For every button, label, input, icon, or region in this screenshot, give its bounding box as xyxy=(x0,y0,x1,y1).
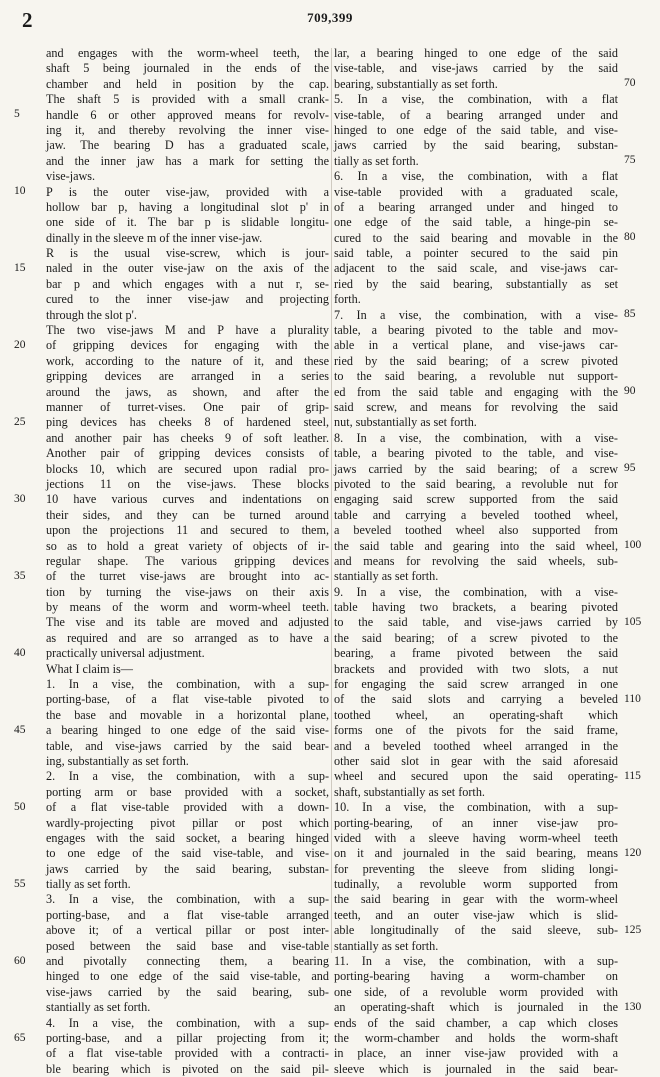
text-line: 5. In a vise, the combination, with a flat xyxy=(334,92,618,107)
text-line: lar, a bearing hinged to one edge of the said xyxy=(334,46,618,60)
text-line: nut, substantially as set forth. xyxy=(334,415,477,430)
text-line: and means for revolving the said wheels, sub- xyxy=(334,553,618,568)
text-line: jaw. The bearing D has a graduated scale, xyxy=(46,138,329,153)
text-line: the said bearing; of a screw pivoted to the xyxy=(334,630,618,645)
text-line: through the slot p'. xyxy=(46,307,137,322)
text-line: a bearing hinged to one edge of the said vise- xyxy=(46,723,329,738)
text-line: engages with the said socket, a bearing hinged xyxy=(46,830,329,845)
text-line: to one edge of the said vise-table, and vise- xyxy=(46,846,329,861)
text-line: vise-jaws. xyxy=(46,169,96,184)
text-line: hinged to one edge of the said table, and vise- xyxy=(334,122,618,137)
line-number: 35 xyxy=(14,569,26,582)
text-line: and another pair has cheeks 9 of soft leather. xyxy=(46,430,329,445)
line-number: 10 xyxy=(14,184,26,197)
text-line: porting arm or base provided with a socket, xyxy=(46,784,329,799)
text-line: 4. In a vise, the combination, with a sup- xyxy=(46,1015,329,1030)
text-line: jaws carried by the said bearing; of a screw xyxy=(334,461,618,476)
text-line: 3. In a vise, the combination, with a sup- xyxy=(46,892,329,907)
text-line: jections 11 on the vise-jaws. These blocks xyxy=(46,476,329,491)
text-line: cured to the inner vise-jaw and projecting xyxy=(46,292,329,307)
text-line: jaws carried by the said bearing, substan- xyxy=(334,138,618,153)
text-line: porting-base, and a pillar projecting from it; xyxy=(46,1031,329,1045)
text-line: ping devices has cheeks 8 of hardened steel, xyxy=(46,415,329,430)
line-number: 5 xyxy=(14,107,20,120)
text-line: practically universal adjustment. xyxy=(46,646,205,661)
text-line: to the said table, and vise-jaws carried by xyxy=(334,615,618,630)
text-line: and a beveled toothed wheel arranged in the xyxy=(334,738,618,753)
text-line: vise-table provided with a graduated scale, xyxy=(334,184,618,199)
line-number: 110 xyxy=(624,692,641,705)
text-line: What I claim is— xyxy=(46,661,133,676)
text-line: wardly-projecting pivot pillar or post which xyxy=(46,815,329,830)
text-line: the said table and gearing into the said wheel, xyxy=(334,538,618,553)
text-line: porting-base, and a flat vise-table arranged xyxy=(46,907,329,922)
text-line: P is the outer vise-jaw, provided with a xyxy=(46,184,329,199)
text-line: stantially as set forth. xyxy=(334,569,439,584)
line-number: 25 xyxy=(14,415,26,428)
text-line: cured to the said bearing and movable in the xyxy=(334,230,618,245)
text-line: 1. In a vise, the combination, with a sup- xyxy=(46,677,329,692)
text-line: hinged to one edge of the said vise-table, and xyxy=(46,969,329,984)
text-line: stantially as set forth. xyxy=(334,938,439,953)
text-line: vided with a sleeve having worm-wheel teeth xyxy=(334,830,618,845)
text-line: for preventing the sleeve from sliding longi- xyxy=(334,861,618,876)
text-line: The shaft 5 is provided with a small crank- xyxy=(46,92,329,107)
text-line: tion by turning the vise-jaws on their axis xyxy=(46,584,329,599)
text-line: stantially as set forth. xyxy=(46,1000,151,1015)
text-line: ried by the said bearing, substantially as set xyxy=(334,276,618,291)
text-line: R is the usual vise-screw, which is jour- xyxy=(46,246,329,261)
text-line: upon the projections 11 and secured to them, xyxy=(46,523,329,538)
text-line: gripping devices are arranged in a series xyxy=(46,369,329,384)
page-number: 2 xyxy=(22,8,33,32)
text-line: Another pair of gripping devices consists of xyxy=(46,446,329,461)
line-number: 30 xyxy=(14,492,26,505)
line-number: 80 xyxy=(624,230,636,243)
text-line: ried by the said bearing; of a screw pivoted xyxy=(334,353,618,368)
line-number: 55 xyxy=(14,877,26,890)
text-line: as required and are so arranged as to have a xyxy=(46,630,329,645)
text-line: tially as set forth. xyxy=(46,877,131,892)
text-line: teeth, and an outer vise-jaw which is slid- xyxy=(334,907,618,922)
text-line: of a bearing arranged under and hinged to xyxy=(334,199,618,214)
text-line: regular shape. The various gripping devices xyxy=(46,553,329,568)
line-number: 15 xyxy=(14,261,26,274)
text-line: said screw, and means for revolving the said xyxy=(334,399,618,414)
line-number: 75 xyxy=(624,153,636,166)
text-line: ing, substantially as set forth. xyxy=(46,753,189,768)
text-line: manner of turret-vises. One pair of grip- xyxy=(46,399,329,414)
text-line: shaft, substantially as set forth. xyxy=(334,784,485,799)
text-line: 6. In a vise, the combination, with a flat xyxy=(334,169,618,184)
text-line: blocks 10, which are secured upon radial pro- xyxy=(46,461,329,476)
text-line: shaft 5 being journaled in the ends of the xyxy=(46,61,329,76)
text-line: porting-bearing having a worm-chamber on xyxy=(334,969,618,984)
line-number: 60 xyxy=(14,954,26,967)
text-line: one side, of a revoluble worm provided with xyxy=(334,984,618,999)
line-number: 20 xyxy=(14,338,26,351)
patent-number: 709,399 xyxy=(307,10,353,25)
left-text-column xyxy=(46,46,329,1077)
text-line: bearing, substantially as set forth. xyxy=(334,76,498,91)
text-line: a beveled toothed wheel also supported from xyxy=(334,523,618,538)
text-line: tially as set forth. xyxy=(334,153,419,168)
text-line: toothed wheel, an operating-shaft which xyxy=(334,707,618,722)
text-line: engaging said screw supported from the said xyxy=(334,492,618,507)
text-line: above it; of a vertical pillar or post inter- xyxy=(46,923,329,938)
text-line: for engaging the said screw arranged in one xyxy=(334,677,618,692)
line-number: 90 xyxy=(624,384,636,397)
line-number: 95 xyxy=(624,461,636,474)
line-number: 130 xyxy=(624,1000,642,1013)
text-line: 8. In a vise, the combination, with a vise- xyxy=(334,430,618,445)
line-number: 100 xyxy=(624,538,642,551)
text-line: table having two brackets, a bearing pivoted xyxy=(334,600,618,615)
text-line: sleeve which is journaled in the said bear- xyxy=(334,1061,618,1076)
text-line: one edge of the said table, a hinge-pin se- xyxy=(334,215,618,230)
text-line: wheel and secured upon the said operating- xyxy=(334,769,618,784)
text-line: vise-table, and vise-jaws carried by the said xyxy=(334,61,618,76)
text-line: table, a bearing pivoted to the table and mov- xyxy=(334,323,618,338)
text-line: work, according to the nature of it, and these xyxy=(46,353,329,368)
text-line: 10 have various curves and indentations on xyxy=(46,492,329,507)
text-line: ing it, and thereby revolving the inner vise- xyxy=(46,122,329,137)
text-line: jaws carried by the said bearing, substan- xyxy=(46,861,329,876)
text-line: ed from the said table and engaging with the xyxy=(334,384,618,399)
text-line: and pivotally connecting them, a bearing xyxy=(46,954,329,969)
right-text-column xyxy=(334,46,618,1077)
text-line: ends of the said chamber, a cap which closes xyxy=(334,1015,618,1030)
text-line: their sides, and they can be turned around xyxy=(46,507,329,522)
text-line: of a flat vise-table provided with a down- xyxy=(46,800,329,815)
text-line: bearing, a frame pivoted between the said xyxy=(334,646,618,661)
text-line: of the turret vise-jaws are brought into ac- xyxy=(46,569,329,584)
text-line: the base and movable in a horizontal plane, xyxy=(46,707,329,722)
text-line: by means of the worm and worm-wheel teeth. xyxy=(46,600,329,615)
text-line: bar p and which engages with a nut r, se- xyxy=(46,276,329,291)
text-line: tudinally, a revoluble worm supported from xyxy=(334,877,618,892)
text-line: 11. In a vise, the combination, with a sup- xyxy=(334,954,618,969)
text-line: forth. xyxy=(334,292,361,307)
line-number: 85 xyxy=(624,307,636,320)
text-line: said table, a pointer secured to the said pin xyxy=(334,246,618,261)
text-line: the worm-chamber and holds the worm-shaft xyxy=(334,1031,618,1045)
line-number: 125 xyxy=(624,923,642,936)
text-line: handle 6 or other approved means for revolv- xyxy=(46,107,329,122)
text-line: and the inner jaw has a mark for setting the xyxy=(46,153,329,168)
text-line: pivoted to the said bearing, a revoluble nut for xyxy=(334,476,618,491)
text-line: ble bearing which is pivoted on the said pil- xyxy=(46,1061,329,1076)
line-number: 70 xyxy=(624,76,636,89)
text-line: able in a vertical plane, and vise-jaws car- xyxy=(334,338,618,353)
text-line: 7. In a vise, the combination, with a vise- xyxy=(334,307,618,322)
text-line: other said slot in gear with the said aforesaid xyxy=(334,753,618,768)
text-line: of the said slots and carrying a beveled xyxy=(334,692,618,707)
text-line: an operating-shaft which is journaled in the xyxy=(334,1000,618,1015)
line-number: 65 xyxy=(14,1031,26,1044)
text-line: on it and journaled in the said bearing, means xyxy=(334,846,618,861)
text-line: table, a bearing pivoted to the table, and vise- xyxy=(334,446,618,461)
text-line: table and carrying a beveled toothed wheel, xyxy=(334,507,618,522)
text-line: 9. In a vise, the combination, with a vise- xyxy=(334,584,618,599)
text-line: vise-jaws carried by the said bearing, sub- xyxy=(46,984,329,999)
text-line: porting-bearing, of an inner vise-jaw pro- xyxy=(334,815,618,830)
text-line: porting-base, of a flat vise-table pivoted to xyxy=(46,692,329,707)
text-line: able longitudinally of the said sleeve, sub- xyxy=(334,923,618,938)
text-line: forms one of the pivots for the said frame, xyxy=(334,723,618,738)
text-line: 10. In a vise, the combination, with a sup- xyxy=(334,800,618,815)
line-number: 120 xyxy=(624,846,642,859)
text-line: The two vise-jaws M and P have a plurality xyxy=(46,323,329,338)
line-number: 115 xyxy=(624,769,641,782)
line-number: 40 xyxy=(14,646,26,659)
text-line: so as to hold a great variety of objects of ir- xyxy=(46,538,329,553)
text-line: chamber and held in position by the cap. xyxy=(46,76,329,91)
text-line: the said bearing in gear with the worm-wheel xyxy=(334,892,618,907)
text-line: around the jaws, as shown, and after the xyxy=(46,384,329,399)
text-line: dinally in the sleeve m of the inner vise-jaw. xyxy=(46,230,263,245)
text-line: adjacent to the said scale, and vise-jaws car- xyxy=(334,261,618,276)
text-line: in place, an inner vise-jaw provided with a xyxy=(334,1046,618,1061)
text-line: table, and vise-jaws carried by the said bear- xyxy=(46,738,329,753)
text-line: to the said bearing, a revoluble nut support- xyxy=(334,369,618,384)
text-line: The vise and its table are moved and adjusted xyxy=(46,615,329,630)
text-line: of a flat vise-table provided with a contracti- xyxy=(46,1046,329,1061)
text-line: vise-table, of a bearing arranged under and xyxy=(334,107,618,122)
text-line: 2. In a vise, the combination, with a sup- xyxy=(46,769,329,784)
text-line: hollow bar p, having a longitudinal slot p' in xyxy=(46,199,329,214)
text-line: naled in the outer vise-jaw on the axis of the xyxy=(46,261,329,276)
line-number: 50 xyxy=(14,800,26,813)
text-line: and engages with the worm-wheel teeth, the xyxy=(46,46,329,60)
text-line: one side of it. The bar p is slidable longitu- xyxy=(46,215,329,230)
text-line: of gripping devices for engaging with the xyxy=(46,338,329,353)
text-line: brackets and provided with two slots, a nut xyxy=(334,661,618,676)
text-line: posed between the said base and vise-table xyxy=(46,938,329,953)
column-divider xyxy=(331,48,332,953)
line-number: 105 xyxy=(624,615,642,628)
line-number: 45 xyxy=(14,723,26,736)
